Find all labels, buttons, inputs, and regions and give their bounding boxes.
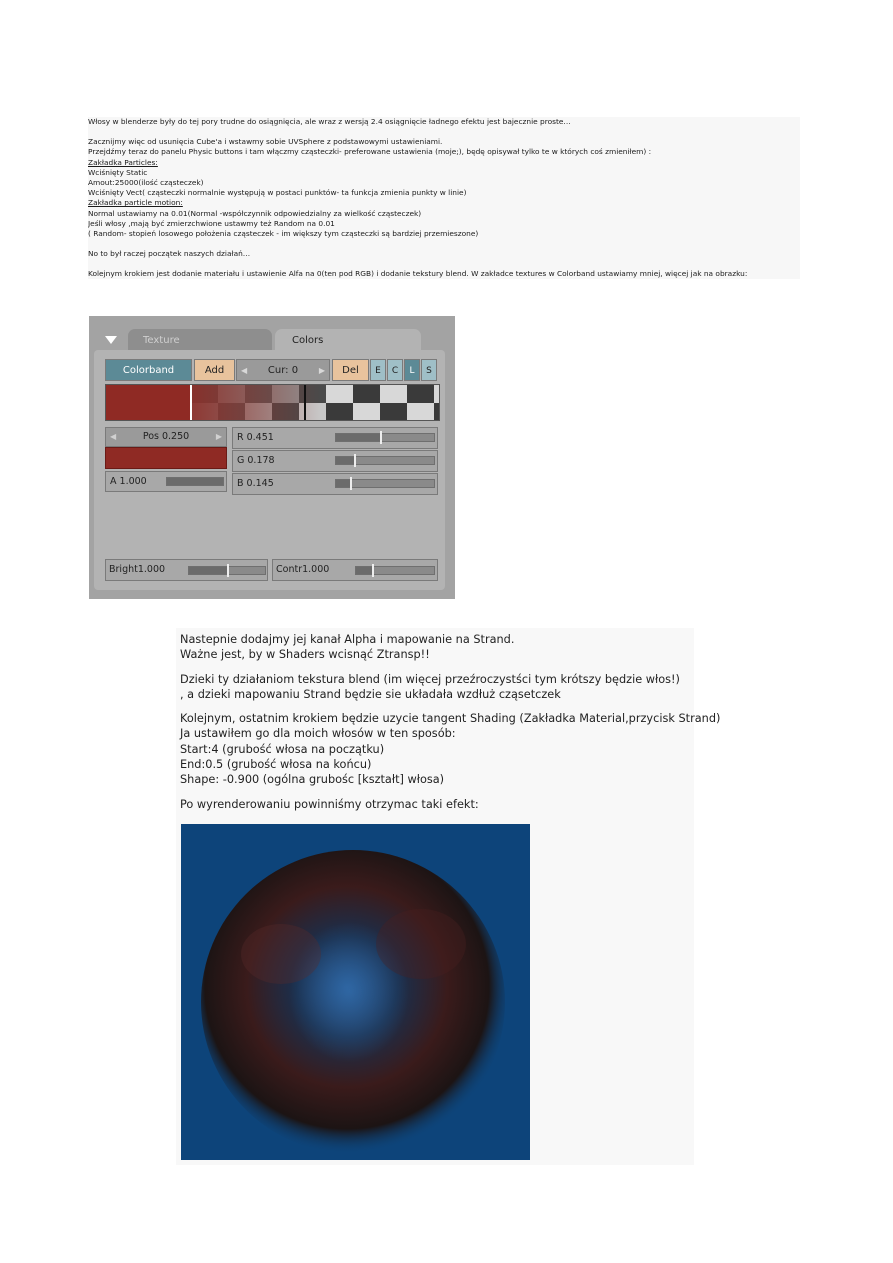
cur-label: Cur: 0 bbox=[267, 365, 299, 376]
intro-line: Kolejnym krokiem jest dodanie materiału i ustawienie Alfa na 0(ten pod RGB) i dodanie tekstury blend. W zakładce textures w Colorband ustawiamy mniej, więcej jak na obrazku: bbox=[88, 269, 748, 279]
mode-e-button[interactable]: E bbox=[370, 359, 386, 381]
bright-slider[interactable] bbox=[105, 559, 268, 581]
text-line: Dzieki ty działaniom tekstura blend (im więcej przeźroczystści tym krótszy będzie włos!) bbox=[180, 672, 680, 686]
intro-text-block bbox=[88, 117, 800, 279]
particles-heading: Zakładka Particles: bbox=[88, 157, 158, 167]
b-label: B 0.145 bbox=[237, 478, 274, 489]
intro-line: Przejdźmy teraz do panelu Physic buttons i tam włączmy cząsteczki- preferowane ustawienia (moje;), będę opisywał tylko te w których coś zmieniłem) : bbox=[88, 147, 652, 157]
band-marker[interactable] bbox=[304, 385, 306, 420]
intro-line: Jeśli włosy ,mają być zmierzchwione ustawmy też Random na 0.01 bbox=[88, 218, 335, 228]
right-arrow-icon[interactable]: ▶ bbox=[215, 432, 222, 441]
texture-colors-panel bbox=[89, 316, 455, 599]
intro-line: Włosy w blenderze były do tej pory trudne do osiągnięcia, ale wraz z wersją 2.4 osiągnięcie ładnego efektu jest bajecznie proste… bbox=[88, 117, 571, 126]
colorband-preview[interactable] bbox=[105, 384, 440, 421]
del-button[interactable]: Del bbox=[332, 359, 369, 381]
hairy-sphere-render bbox=[181, 824, 530, 1160]
g-slider[interactable] bbox=[232, 450, 438, 472]
band-gradient bbox=[191, 385, 321, 420]
text-line: Po wyrenderowaniu powinniśmy otrzymac taki efekt: bbox=[180, 797, 479, 811]
text-line: Kolejnym, ostatnim krokiem będzie uzycie tangent Shading (Zakładka Material,przycisk Strand) bbox=[180, 712, 721, 726]
tab-colors[interactable]: Colors bbox=[275, 329, 421, 353]
text-line: Ja ustawiłem go dla moich włosów w ten sposób: bbox=[180, 727, 456, 741]
alpha-label: A 1.000 bbox=[110, 476, 147, 487]
intro-line: Zacznijmy więc od usunięcia Cube'a i wstawmy sobie UVSphere z podstawowymi ustawieniami. bbox=[88, 137, 443, 147]
intro-line: Wciśnięty Static bbox=[88, 167, 148, 177]
add-button[interactable]: Add bbox=[194, 359, 235, 381]
text-line: End:0.5 (grubość włosa na końcu) bbox=[180, 758, 372, 772]
text-line: , a dzieki mapowaniu Strand będzie sie układała wzdłuż cząsetczek bbox=[180, 687, 561, 701]
band-solid-color bbox=[106, 385, 191, 420]
mode-s-button[interactable]: S bbox=[421, 359, 437, 381]
intro-line: ( Random- stopień losowego położenia cząsteczek - im większy tym cząsteczki są bardziej przemieszone) bbox=[88, 228, 479, 238]
band-marker-active[interactable] bbox=[190, 385, 192, 420]
contr-slider-track[interactable] bbox=[355, 566, 435, 575]
text-line: Shape: -0.900 (ogólna grubośc [kształt] włosa) bbox=[180, 773, 445, 787]
bright-slider-track[interactable] bbox=[188, 566, 266, 575]
r-slider-track[interactable] bbox=[335, 433, 435, 442]
r-label: R 0.451 bbox=[237, 432, 274, 443]
mode-c-button[interactable]: C bbox=[387, 359, 403, 381]
mode-l-button[interactable]: L bbox=[404, 359, 420, 381]
contr-slider[interactable] bbox=[272, 559, 438, 581]
intro-line: Normal ustawiamy na 0.01(Normal -współczynnik odpowiedzialny za wielkość cząsteczek) bbox=[88, 208, 422, 218]
b-slider[interactable] bbox=[232, 473, 438, 495]
r-slider[interactable] bbox=[232, 427, 438, 449]
colorband-toggle-button[interactable]: Colorband bbox=[105, 359, 192, 381]
g-label: G 0.178 bbox=[237, 455, 275, 466]
pos-number-field[interactable] bbox=[105, 427, 227, 447]
intro-line: No to był raczej początek naszych działań… bbox=[88, 249, 251, 259]
render-result-image bbox=[181, 824, 530, 1160]
text-line: Nastepnie dodajmy jej kanał Alpha i mapowanie na Strand. bbox=[180, 633, 515, 646]
alpha-slider-track[interactable] bbox=[166, 477, 224, 486]
left-arrow-icon[interactable]: ◀ bbox=[241, 366, 248, 375]
g-slider-track[interactable] bbox=[335, 456, 435, 465]
alpha-slider[interactable] bbox=[105, 471, 227, 492]
intro-line: Amout:25000(ilość cząsteczek) bbox=[88, 177, 204, 187]
b-slider-track[interactable] bbox=[335, 479, 435, 488]
text-line: Ważne jest, by w Shaders wcisnąć Ztransp!! bbox=[180, 648, 430, 662]
left-arrow-icon[interactable]: ◀ bbox=[110, 432, 117, 441]
tab-texture[interactable]: Texture bbox=[128, 329, 272, 353]
motion-heading: Zakładka particle motion: bbox=[88, 198, 183, 208]
collapse-triangle-icon[interactable] bbox=[105, 336, 117, 344]
intro-line: Wciśnięty Vect( cząsteczki normalnie występują w postaci punktów- ta funkcja zmienia punkty w linie) bbox=[88, 188, 467, 198]
cur-number-field[interactable] bbox=[236, 359, 330, 381]
contr-label: Contr1.000 bbox=[276, 564, 330, 575]
pos-label: Pos 0.250 bbox=[142, 431, 190, 442]
right-arrow-icon[interactable]: ▶ bbox=[318, 366, 325, 375]
bright-label: Bright1.000 bbox=[109, 564, 166, 575]
text-line: Start:4 (grubość włosa na początku) bbox=[180, 742, 385, 756]
color-swatch[interactable] bbox=[105, 447, 227, 469]
